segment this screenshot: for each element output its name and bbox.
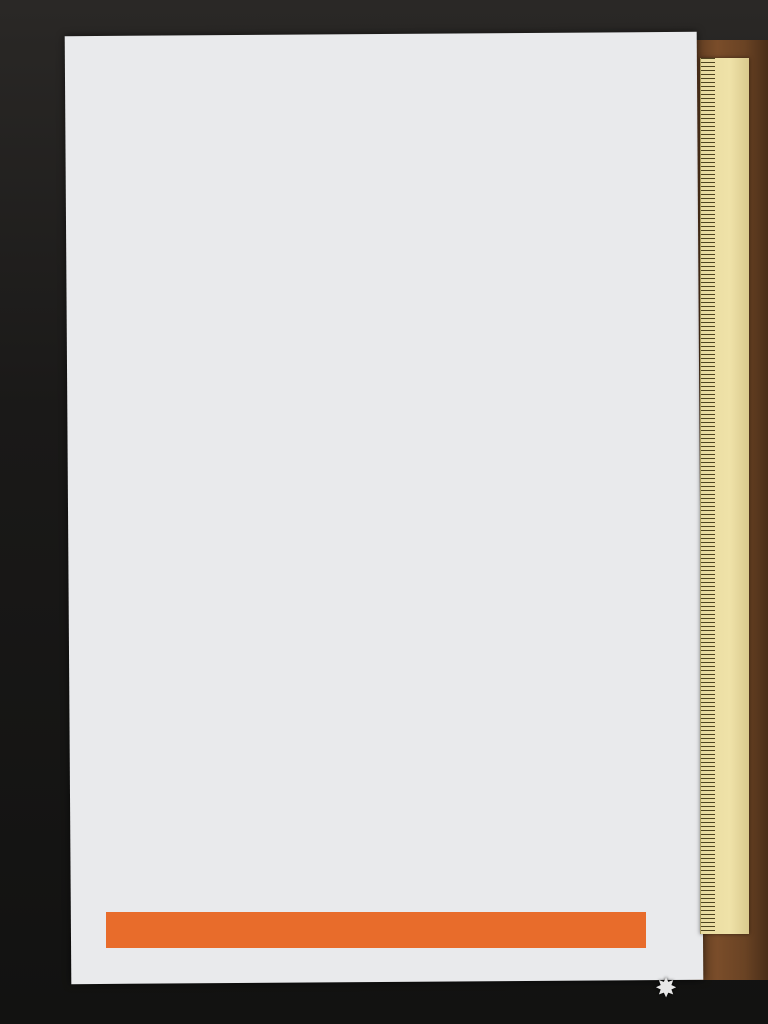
measuring-ruler	[700, 58, 749, 934]
watermark	[656, 973, 680, 1002]
star-icon: ✸	[656, 973, 677, 1002]
ruler-ticks	[701, 58, 715, 934]
photo-caption	[106, 912, 646, 948]
embroidery-ornament-bottom	[100, 852, 640, 910]
embroidery-ornament-top	[100, 70, 640, 118]
document-sheet	[65, 32, 704, 984]
